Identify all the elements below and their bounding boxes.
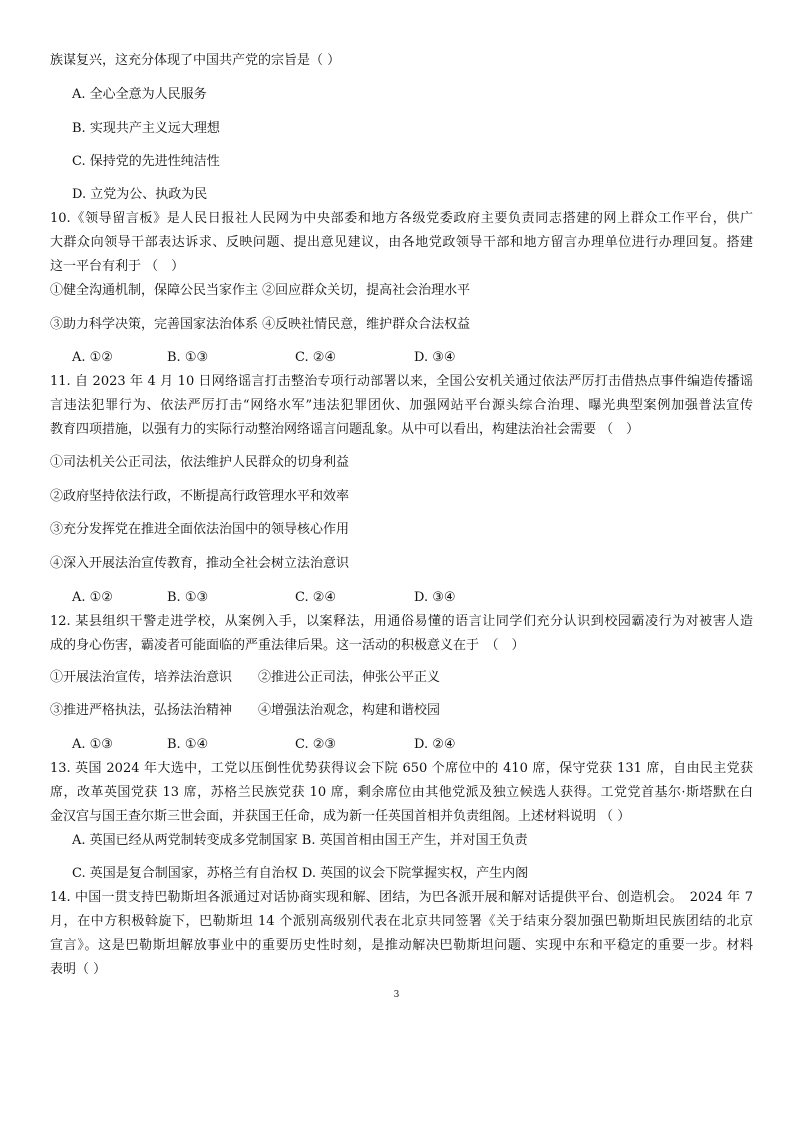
- q10-option-a: A. ①②: [72, 350, 113, 365]
- q11-option-c: C. ②④: [295, 590, 337, 605]
- q12-option-d: D. ②④: [414, 737, 456, 752]
- q14-stem-line-4: 表明（ ）: [50, 962, 107, 977]
- q12-stem-line-1: 12. 某县组织干警走进学校，从案例入手，以案释法，用通俗易懂的语言让同学们充分认识到校园霸凌行为对被害人造: [50, 614, 753, 629]
- q13-stem-line-2: 席，改革英国党获 13 席，苏格兰民族党获 10 席，剩余席位由其他党派及独立候选人获得。工党党首基尔·斯塔默在白: [50, 785, 753, 800]
- q11-statement-2: ②政府坚持依法行政，不断提高行政管理水平和效率: [50, 489, 350, 504]
- q11-option-d: D. ③④: [414, 590, 456, 605]
- q11-statement-1: ①司法机关公正司法，依法维护人民群众的切身利益: [50, 455, 350, 470]
- q12-statements-2: ③推进严格执法，弘扬法治精神 ④增强法治观念，构建和谐校园: [50, 703, 441, 718]
- q9-option-d: D. 立党为公、执政为民: [72, 187, 208, 202]
- q11-stem-line-3: 教育四项措施，以强有力的实际行动整治网络谣言问题乱象。从中可以看出，构建法治社会需要 （ ）: [50, 422, 640, 437]
- q12-option-c: C. ②③: [295, 737, 337, 752]
- q12-statements-1: ①开展法治宣传，培养法治意识 ②推进公正司法，伸张公平正义: [50, 670, 441, 685]
- q13-options-cd: C. 英国是复合制国家，苏格兰有自治权 D. 英国的议会下院掌握实权，产生内阁: [72, 866, 529, 881]
- q14-stem-line-1: 14. 中国一贯支持巴勒斯坦各派通过对话协商实现和解、团结，为巴各派开展和解对话提供平台、创造机会。 2024 年 7: [50, 890, 753, 905]
- q11-stem-line-1: 11. 自 2023 年 4 月 10 日网络谣言打击整治专项行动部署以来，全国公安机关通过依法严厉打击借热点事件编造传播谣: [50, 374, 753, 389]
- q12-stem-line-2: 成的身心伤害，霸凌者可能面临的严重法律后果。这一活动的积极意义在于 （ ）: [50, 638, 525, 653]
- q10-stem-line-2: 大群众向领导干部表达诉求、反映问题、提出意见建议，由各地党政领导干部和地方留言办理单位进行办理回复。搭建: [50, 235, 753, 250]
- q14-stem-line-3: 宣言》。这是巴勒斯坦解放事业中的重要历史性时刻，是推动解决巴勒斯坦问题、实现中东和平稳定的重要一步。材料: [50, 938, 753, 953]
- q14-stem-line-2: 月，在中方积极斡旋下，巴勒斯坦 14 个派别高级别代表在北京共同签署《关于结束分裂加强巴勒斯坦民族团结的北京: [50, 914, 753, 929]
- q10-option-c: C. ②④: [295, 350, 337, 365]
- q11-statement-3: ③充分发挥党在推进全面依法治国中的领导核心作用: [50, 522, 350, 537]
- q12-option-b: B. ①④: [167, 737, 209, 752]
- q10-stem-line-3: 这一平台有利于 （ ）: [50, 259, 185, 274]
- q13-stem-line-1: 13. 英国 2024 年大选中，工党以压倒性优势获得议会下院 650 个席位中的 410 席，保守党获 131 席，自由民主党获: [50, 761, 753, 776]
- q9-option-c: C. 保持党的先进性纯洁性: [72, 154, 220, 169]
- q10-stem-line-1: 10.《领导留言板》是人民日报社人民网为中央部委和地方各级党委政府主要负责同志搭建的网上群众工作平台，供广: [50, 211, 753, 226]
- q10-statements-1: ①健全沟通机制，保障公民当家作主 ②回应群众关切，提高社会治理水平: [50, 283, 471, 298]
- q9-option-a: A. 全心全意为人民服务: [72, 87, 207, 102]
- q10-statements-2: ③助力科学决策，完善国家法治体系 ④反映社情民意，维护群众合法权益: [50, 317, 471, 332]
- q13-stem-line-3: 金汉宫与国王查尔斯三世会面，并获国王任命，成为新一任英国首相并负责组阁。上述材料说明 （ ）: [50, 809, 631, 824]
- q11-option-a: A. ①②: [72, 590, 113, 605]
- q10-option-d: D. ③④: [414, 350, 456, 365]
- q10-option-b: B. ①③: [167, 350, 209, 365]
- q11-statement-4: ④深入开展法治宣传教育，推动全社会树立法治意识: [50, 556, 350, 571]
- page-number: 3: [393, 990, 400, 1000]
- q9-option-b: B. 实现共产主义远大理想: [72, 121, 220, 136]
- q13-options-ab: A. 英国已经从两党制转变成多党制国家 B. 英国首相由国王产生，并对国王负责: [72, 833, 528, 848]
- q9-stem-tail: 族谋复兴，这充分体现了中国共产党的宗旨是（ ）: [50, 53, 341, 68]
- q12-option-a: A. ①③: [72, 737, 113, 752]
- q11-stem-line-2: 言违法犯罪行为、依法严厉打击“网络水军”违法犯罪团伙、加强网站平台源头综合治理、曝光典型案例加强普法宣传: [50, 398, 753, 413]
- q11-option-b: B. ①③: [167, 590, 209, 605]
